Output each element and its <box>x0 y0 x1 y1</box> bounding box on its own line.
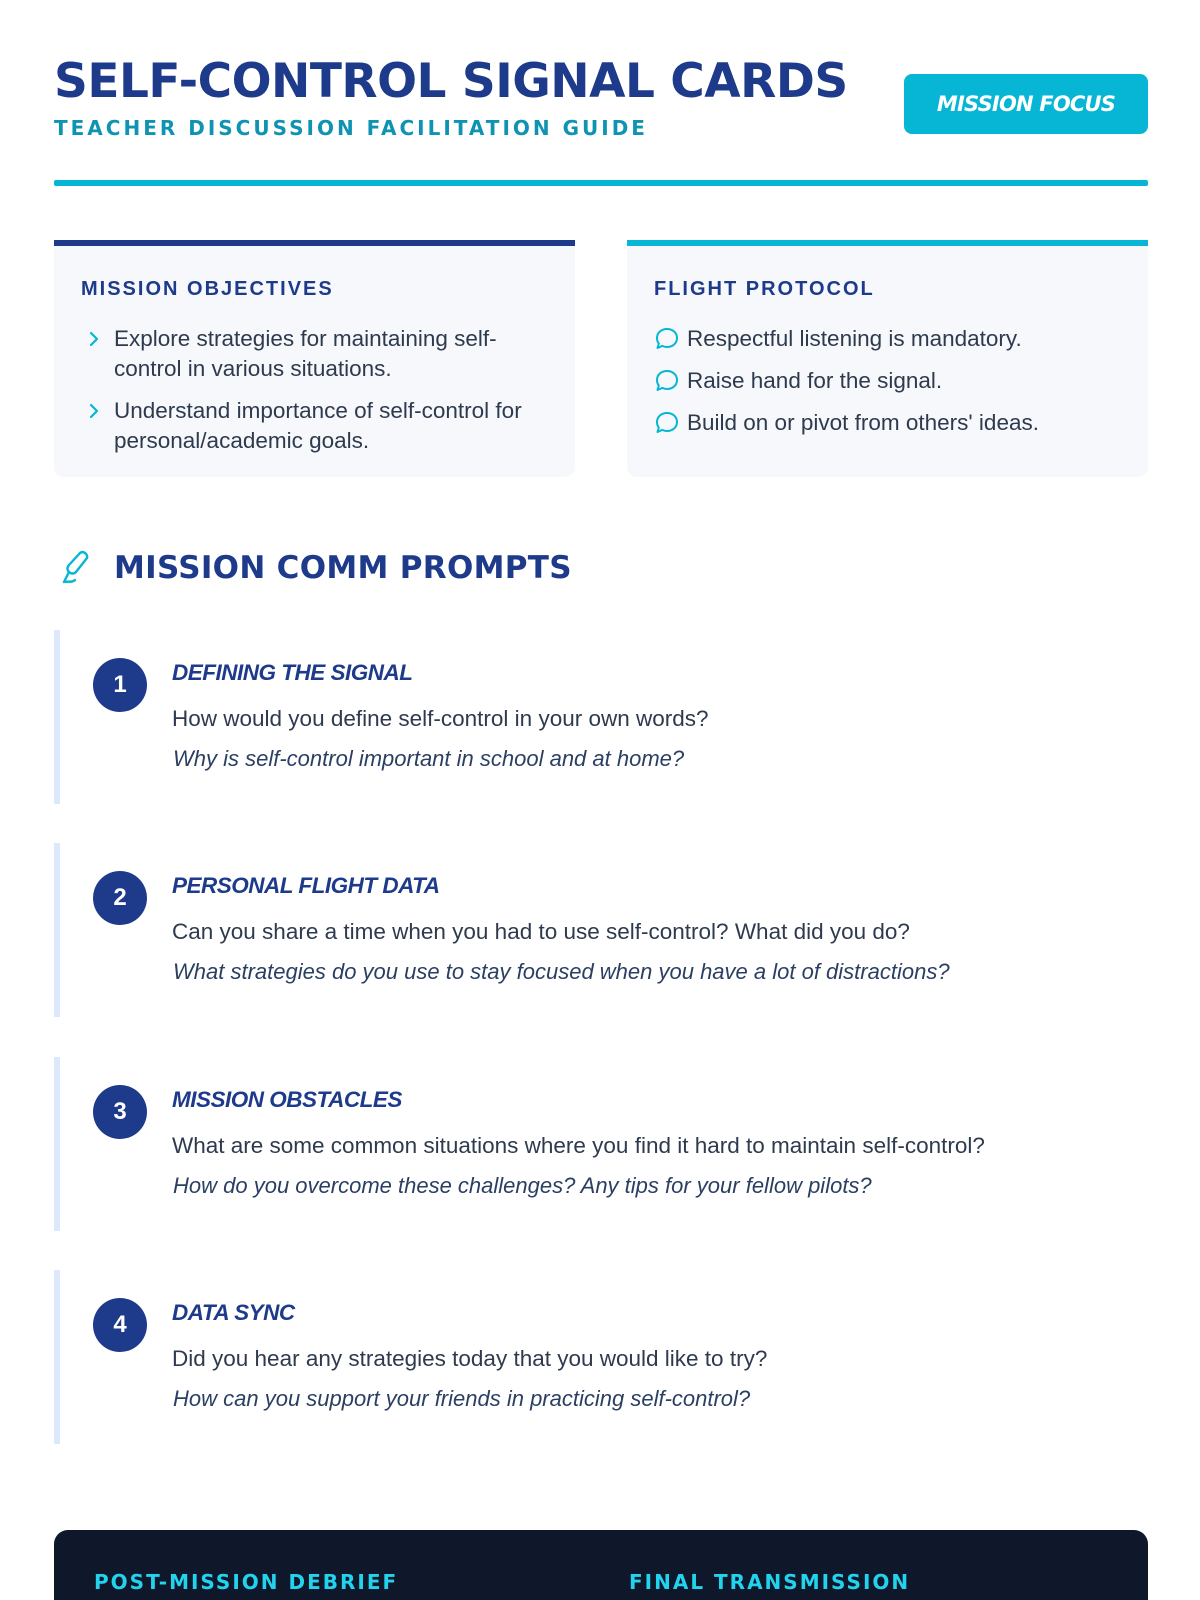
prompt-card <box>54 1270 1148 1444</box>
page-subtitle: TEACHER DISCUSSION FACILITATION GUIDE <box>54 116 648 140</box>
chat-bubble-icon <box>654 410 680 436</box>
prompt-followup: How do you overcome these challenges? Any tips for your fellow pilots? <box>173 1173 872 1198</box>
chat-bubble-icon <box>654 326 680 352</box>
prompt-number: 1 <box>93 658 147 712</box>
prompt-followup: How can you support your friends in practicing self-control? <box>173 1386 751 1411</box>
chevron-right-icon <box>87 398 103 424</box>
objectives-list <box>81 324 555 468</box>
prompt-card <box>54 843 1148 1017</box>
objective-text: Understand importance of self-control for personal/academic goals. <box>114 398 522 453</box>
prompt-number: 4 <box>93 1298 147 1352</box>
prompt-question: Can you share a time when you had to use self-control? What did you do? <box>172 919 910 944</box>
chat-bubble-icon <box>654 368 680 394</box>
card-title: MISSION OBJECTIVES <box>81 278 334 300</box>
header-divider <box>54 180 1148 186</box>
page-title: SELF-CONTROL SIGNAL CARDS <box>54 54 848 109</box>
list-item <box>654 324 1128 354</box>
mission-objectives-card <box>54 240 575 477</box>
prompts-section-header <box>54 540 954 600</box>
card-title: FLIGHT PROTOCOL <box>654 278 875 300</box>
prompt-number: 3 <box>93 1085 147 1139</box>
prompt-followup: What strategies do you use to stay focused when you have a lot of distractions? <box>173 959 950 984</box>
list-item <box>654 366 1128 396</box>
section-title: MISSION COMM PROMPTS <box>114 550 572 586</box>
prompt-followup: Why is self-control important in school and at home? <box>173 746 685 771</box>
pen-icon <box>58 548 94 588</box>
protocol-text: Build on or pivot from others' ideas. <box>687 410 1039 435</box>
list-item <box>654 408 1128 438</box>
protocol-list <box>654 324 1128 450</box>
flight-protocol-card <box>627 240 1148 477</box>
prompt-heading: DEFINING THE SIGNAL <box>172 660 413 685</box>
prompt-question: How would you define self-control in your own words? <box>172 706 709 731</box>
prompt-question: What are some common situations where you find it hard to maintain self-control? <box>172 1133 985 1158</box>
prompt-card <box>54 1057 1148 1231</box>
final-transmission-title: FINAL TRANSMISSION <box>629 1570 911 1594</box>
objective-text: Explore strategies for maintaining self-control in various situations. <box>114 326 497 381</box>
list-item <box>81 396 555 456</box>
protocol-text: Raise hand for the signal. <box>687 368 943 393</box>
prompt-question: Did you hear any strategies today that you would like to try? <box>172 1346 768 1371</box>
prompt-card <box>54 630 1148 804</box>
header <box>54 52 1148 187</box>
debrief-title: POST-MISSION DEBRIEF <box>94 1570 399 1594</box>
chevron-right-icon <box>87 326 103 352</box>
footer-panel <box>54 1530 1148 1600</box>
prompt-heading: DATA SYNC <box>172 1300 295 1325</box>
prompt-heading: PERSONAL FLIGHT DATA <box>172 873 440 898</box>
mission-focus-badge: MISSION FOCUS <box>904 74 1148 134</box>
prompt-heading: MISSION OBSTACLES <box>172 1087 402 1112</box>
protocol-text: Respectful listening is mandatory. <box>687 326 1022 351</box>
prompt-number: 2 <box>93 871 147 925</box>
list-item <box>81 324 555 384</box>
